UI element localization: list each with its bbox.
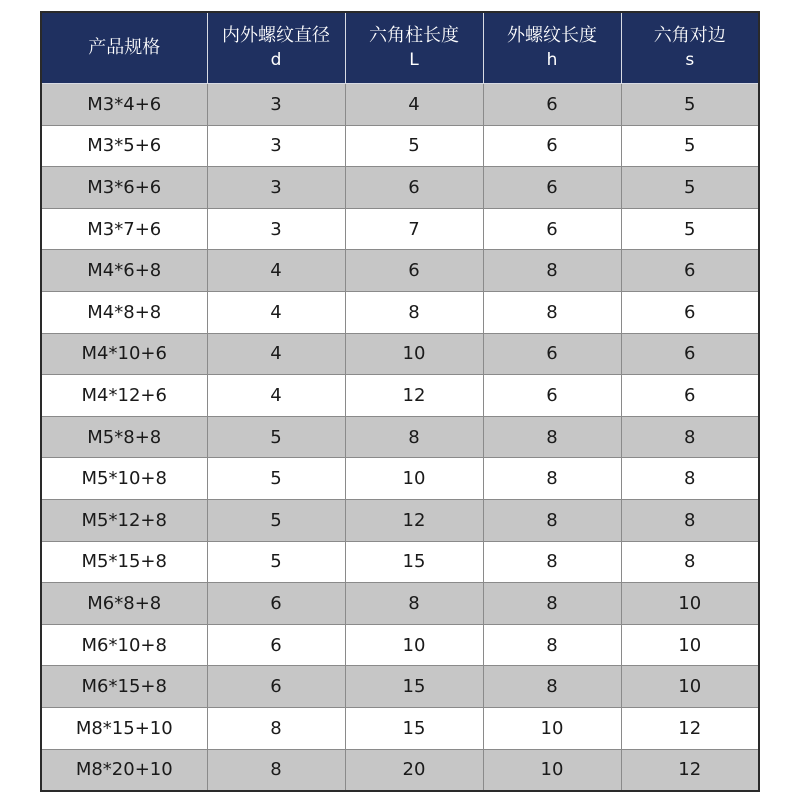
cell-hex-across-flats: 5 [621, 167, 759, 209]
header-thread-diameter [207, 12, 345, 84]
cell-hex-across-flats: 12 [621, 707, 759, 749]
cell-hex-across-flats: 6 [621, 375, 759, 417]
cell-hex-length: 6 [345, 250, 483, 292]
table-row [41, 749, 759, 791]
cell-thread-diameter: 5 [207, 541, 345, 583]
header-hex-length [345, 12, 483, 84]
cell-external-thread-length: 8 [483, 250, 621, 292]
table-row [41, 167, 759, 209]
cell-thread-diameter: 6 [207, 583, 345, 625]
cell-hex-length: 12 [345, 499, 483, 541]
header-symbol: d [270, 50, 282, 70]
cell-product-spec: M3*7+6 [41, 208, 207, 250]
header-label: 六角柱长度 [369, 25, 459, 46]
cell-hex-length: 8 [345, 416, 483, 458]
cell-external-thread-length: 10 [483, 749, 621, 791]
cell-external-thread-length: 6 [483, 208, 621, 250]
header-row [41, 12, 759, 84]
cell-thread-diameter: 3 [207, 208, 345, 250]
table-row [41, 291, 759, 333]
cell-product-spec: M6*15+8 [41, 666, 207, 708]
cell-hex-length: 15 [345, 541, 483, 583]
cell-thread-diameter: 8 [207, 749, 345, 791]
cell-hex-length: 15 [345, 666, 483, 708]
header-label: 六角对边 [653, 25, 726, 46]
cell-product-spec: M8*20+10 [41, 749, 207, 791]
cell-thread-diameter: 3 [207, 84, 345, 126]
header-label: 产品规格 [88, 37, 161, 58]
cell-thread-diameter: 6 [207, 666, 345, 708]
cell-external-thread-length: 8 [483, 499, 621, 541]
cell-external-thread-length: 8 [483, 458, 621, 500]
cell-external-thread-length: 8 [483, 666, 621, 708]
cell-hex-across-flats: 10 [621, 624, 759, 666]
header-symbol: h [546, 50, 558, 70]
table-row [41, 707, 759, 749]
cell-hex-across-flats: 6 [621, 250, 759, 292]
cell-external-thread-length: 8 [483, 291, 621, 333]
cell-hex-length: 8 [345, 583, 483, 625]
cell-hex-length: 15 [345, 707, 483, 749]
cell-hex-length: 8 [345, 291, 483, 333]
cell-product-spec: M5*15+8 [41, 541, 207, 583]
table-row [41, 416, 759, 458]
cell-thread-diameter: 5 [207, 499, 345, 541]
cell-hex-across-flats: 5 [621, 208, 759, 250]
cell-product-spec: M5*12+8 [41, 499, 207, 541]
cell-thread-diameter: 4 [207, 291, 345, 333]
cell-hex-across-flats: 10 [621, 666, 759, 708]
cell-hex-length: 7 [345, 208, 483, 250]
cell-product-spec: M3*6+6 [41, 167, 207, 209]
cell-thread-diameter: 5 [207, 458, 345, 500]
cell-hex-length: 5 [345, 125, 483, 167]
header-label: 内外螺纹直径 [222, 25, 330, 46]
header-product-spec [41, 12, 207, 84]
cell-hex-length: 10 [345, 624, 483, 666]
cell-external-thread-length: 6 [483, 333, 621, 375]
cell-hex-across-flats: 8 [621, 416, 759, 458]
cell-product-spec: M4*8+8 [41, 291, 207, 333]
cell-product-spec: M3*5+6 [41, 125, 207, 167]
header-external-thread-length [483, 12, 621, 84]
table-row [41, 624, 759, 666]
cell-product-spec: M3*4+6 [41, 84, 207, 126]
cell-hex-length: 10 [345, 333, 483, 375]
cell-product-spec: M4*6+8 [41, 250, 207, 292]
cell-thread-diameter: 3 [207, 125, 345, 167]
cell-hex-length: 20 [345, 749, 483, 791]
table-row [41, 250, 759, 292]
cell-external-thread-length: 6 [483, 84, 621, 126]
cell-external-thread-length: 10 [483, 707, 621, 749]
cell-hex-across-flats: 8 [621, 458, 759, 500]
table-row [41, 666, 759, 708]
table-row [41, 583, 759, 625]
table-header [41, 12, 759, 84]
cell-product-spec: M6*10+8 [41, 624, 207, 666]
cell-hex-length: 4 [345, 84, 483, 126]
cell-thread-diameter: 4 [207, 333, 345, 375]
cell-hex-across-flats: 5 [621, 84, 759, 126]
cell-hex-across-flats: 6 [621, 291, 759, 333]
cell-hex-across-flats: 8 [621, 541, 759, 583]
cell-thread-diameter: 5 [207, 416, 345, 458]
cell-hex-length: 6 [345, 167, 483, 209]
cell-product-spec: M8*15+10 [41, 707, 207, 749]
table-row [41, 375, 759, 417]
table-row [41, 458, 759, 500]
table-row [41, 541, 759, 583]
table-row [41, 84, 759, 126]
cell-thread-diameter: 6 [207, 624, 345, 666]
cell-thread-diameter: 3 [207, 167, 345, 209]
table-body [41, 84, 759, 792]
cell-thread-diameter: 8 [207, 707, 345, 749]
header-label: 外螺纹长度 [507, 25, 597, 46]
header-symbol: s [685, 50, 695, 70]
cell-thread-diameter: 4 [207, 375, 345, 417]
cell-hex-across-flats: 5 [621, 125, 759, 167]
cell-thread-diameter: 4 [207, 250, 345, 292]
header-symbol: L [409, 50, 419, 70]
cell-external-thread-length: 8 [483, 583, 621, 625]
cell-product-spec: M5*10+8 [41, 458, 207, 500]
cell-external-thread-length: 8 [483, 541, 621, 583]
table-row [41, 125, 759, 167]
cell-hex-length: 12 [345, 375, 483, 417]
cell-product-spec: M6*8+8 [41, 583, 207, 625]
cell-product-spec: M4*12+6 [41, 375, 207, 417]
cell-hex-across-flats: 12 [621, 749, 759, 791]
cell-external-thread-length: 6 [483, 167, 621, 209]
cell-product-spec: M5*8+8 [41, 416, 207, 458]
cell-hex-across-flats: 6 [621, 333, 759, 375]
spec-table [40, 11, 760, 792]
cell-external-thread-length: 6 [483, 375, 621, 417]
cell-hex-across-flats: 10 [621, 583, 759, 625]
table-row [41, 208, 759, 250]
cell-external-thread-length: 6 [483, 125, 621, 167]
header-hex-across-flats [621, 12, 759, 84]
cell-external-thread-length: 8 [483, 416, 621, 458]
cell-product-spec: M4*10+6 [41, 333, 207, 375]
cell-hex-across-flats: 8 [621, 499, 759, 541]
cell-external-thread-length: 8 [483, 624, 621, 666]
cell-hex-length: 10 [345, 458, 483, 500]
table-row [41, 499, 759, 541]
table-row [41, 333, 759, 375]
